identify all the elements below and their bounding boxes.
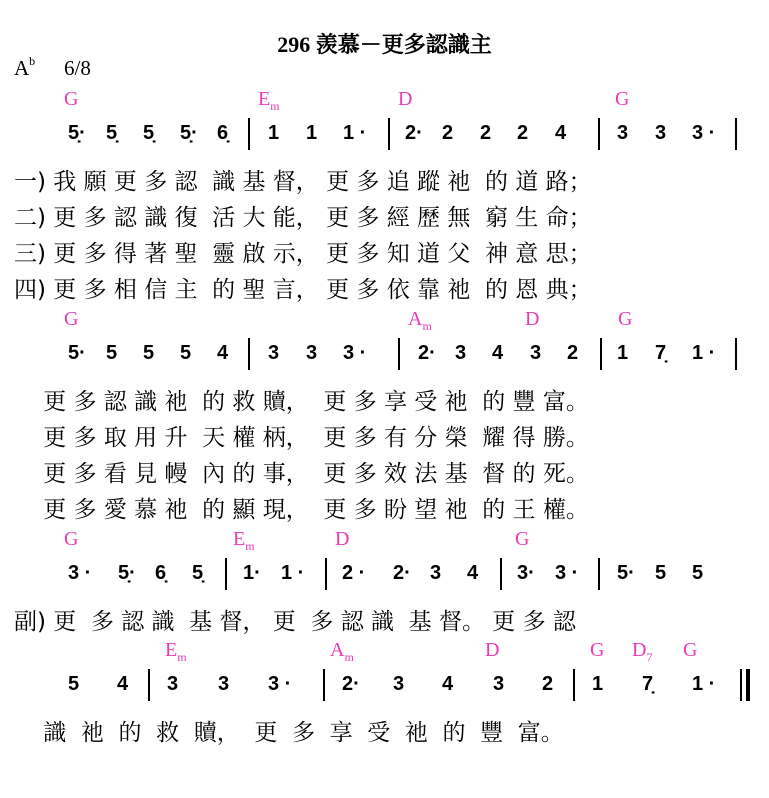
- chord: G: [64, 88, 79, 110]
- barline: [398, 338, 400, 370]
- chord: D: [398, 88, 413, 110]
- barline: [598, 118, 600, 150]
- note: 5: [180, 342, 192, 364]
- chord: G: [618, 308, 633, 330]
- note: 4: [442, 673, 454, 695]
- chord: $A_m$: [330, 639, 354, 664]
- note: 2: [567, 342, 579, 364]
- hymn-title: 296 羡慕－更多認識主: [277, 32, 492, 57]
- notation-row-2: [0, 342, 769, 372]
- notation-row-4: [0, 673, 769, 703]
- note: 6̣: [155, 562, 167, 584]
- chord: $D_7$: [632, 639, 653, 664]
- note: 3: [218, 673, 230, 695]
- note: 3: [393, 673, 405, 695]
- time-signature: 6/8: [64, 56, 91, 80]
- note: 5: [106, 342, 118, 364]
- barline: [388, 118, 390, 150]
- barline: [323, 669, 325, 701]
- barline: [598, 558, 600, 590]
- note: 5: [68, 673, 80, 695]
- note: 2·: [418, 342, 436, 364]
- chord: $E_m$: [258, 88, 280, 113]
- note: 1: [268, 122, 280, 144]
- note: 2: [542, 673, 554, 695]
- note: 3 ·: [692, 122, 716, 144]
- notation-row-1: [0, 122, 769, 152]
- note: 3: [493, 673, 505, 695]
- chord: G: [64, 308, 79, 330]
- note: 7̣: [642, 673, 654, 695]
- note: 2: [480, 122, 492, 144]
- note: 3: [455, 342, 467, 364]
- note: 2·: [342, 673, 360, 695]
- note: 4: [492, 342, 504, 364]
- barline: [735, 338, 737, 370]
- note: 3 ·: [343, 342, 367, 364]
- key-note: A: [14, 56, 30, 80]
- barline: [500, 558, 502, 590]
- note: 5̣·: [180, 122, 198, 144]
- key-accidental: b: [29, 54, 36, 68]
- barline: [325, 558, 327, 590]
- chord-row-2: [0, 308, 769, 338]
- note: 5̣·: [68, 122, 86, 144]
- note: 5: [655, 562, 667, 584]
- note: 1 ·: [692, 673, 716, 695]
- notation-row-3: [0, 562, 769, 592]
- note: 4: [217, 342, 229, 364]
- note: 5·: [68, 342, 86, 364]
- note: 3·: [517, 562, 535, 584]
- barline: [600, 338, 602, 370]
- chord-row-1: [0, 88, 769, 118]
- lyric-line: 一) 我 願 更 多 認 識 基 督， 更 多 追 蹤 祂 的 道 路；: [14, 169, 592, 195]
- barline: [148, 669, 150, 701]
- note: 1: [306, 122, 318, 144]
- lyric-line: 四) 更 多 相 信 主 的 聖 言， 更 多 依 靠 祂 的 恩 典；: [14, 277, 592, 303]
- chord: G: [615, 88, 630, 110]
- lyric-line: 更 多 認 識 祂 的 救 贖， 更 多 享 受 祂 的 豐 富。: [14, 389, 589, 415]
- note: 2: [442, 122, 454, 144]
- note: 2: [517, 122, 529, 144]
- note: 3: [167, 673, 179, 695]
- note: 5̣: [192, 562, 204, 584]
- chord: D: [525, 308, 540, 330]
- note: 6̣: [217, 122, 229, 144]
- note: 2·: [405, 122, 423, 144]
- note: 4: [467, 562, 479, 584]
- lyric-line: 三) 更 多 得 著 聖 靈 啟 示， 更 多 知 道 父 神 意 思；: [14, 241, 592, 267]
- note: 3: [530, 342, 542, 364]
- lyric-line: 二) 更 多 認 識 復 活 大 能， 更 多 經 歷 無 窮 生 命；: [14, 205, 592, 231]
- chord: $E_m$: [165, 639, 187, 664]
- chord-row-4: [0, 639, 769, 669]
- note: 5̣: [143, 122, 155, 144]
- chord: D: [485, 639, 500, 661]
- note: 3: [430, 562, 442, 584]
- barline: [573, 669, 575, 701]
- note: 3: [306, 342, 318, 364]
- chord: D: [335, 528, 350, 550]
- note: 4: [555, 122, 567, 144]
- note: 3: [617, 122, 629, 144]
- note: 1 ·: [692, 342, 716, 364]
- note: 3: [268, 342, 280, 364]
- chord: G: [64, 528, 79, 550]
- note: 7̣: [655, 342, 667, 364]
- lyric-line: 識 祂 的 救 贖， 更 多 享 受 祂 的 豐 富。: [14, 720, 564, 746]
- barline: [225, 558, 227, 590]
- chord: $E_m$: [233, 528, 255, 553]
- note: 1 ·: [343, 122, 367, 144]
- chord: G: [515, 528, 530, 550]
- barline: [248, 118, 250, 150]
- final-barline-thick: [746, 669, 750, 701]
- final-barline-thin: [740, 669, 742, 701]
- note: 5·: [617, 562, 635, 584]
- lyric-line: 副) 更 多 認 識 基 督， 更 多 認 識 基 督。 更 多 認: [14, 609, 576, 635]
- note: 1: [592, 673, 604, 695]
- note: 3 ·: [68, 562, 92, 584]
- chord: G: [683, 639, 698, 661]
- note: 2 ·: [342, 562, 366, 584]
- note: 2·: [393, 562, 411, 584]
- note: 1 ·: [281, 562, 305, 584]
- chord: $A_m$: [408, 308, 432, 333]
- key-signature: [14, 56, 35, 81]
- barline: [735, 118, 737, 150]
- note: 3 ·: [268, 673, 292, 695]
- note: 5: [143, 342, 155, 364]
- note: 3 ·: [555, 562, 579, 584]
- note: 4: [117, 673, 129, 695]
- note: 5: [692, 562, 704, 584]
- chord: G: [590, 639, 605, 661]
- note: 1·: [243, 562, 261, 584]
- note: 5̣·: [118, 562, 136, 584]
- note: 5̣: [106, 122, 118, 144]
- lyric-line: 更 多 取 用 升 天 權 柄， 更 多 有 分 榮 耀 得 勝。: [14, 425, 589, 451]
- barline: [248, 338, 250, 370]
- note: 3: [655, 122, 667, 144]
- chord-row-3: [0, 528, 769, 558]
- note: 1: [617, 342, 629, 364]
- lyric-line: 更 多 愛 慕 祂 的 顯 現， 更 多 盼 望 祂 的 王 權。: [14, 497, 589, 523]
- lyric-line: 更 多 看 見 幔 內 的 事， 更 多 效 法 基 督 的 死。: [14, 461, 589, 487]
